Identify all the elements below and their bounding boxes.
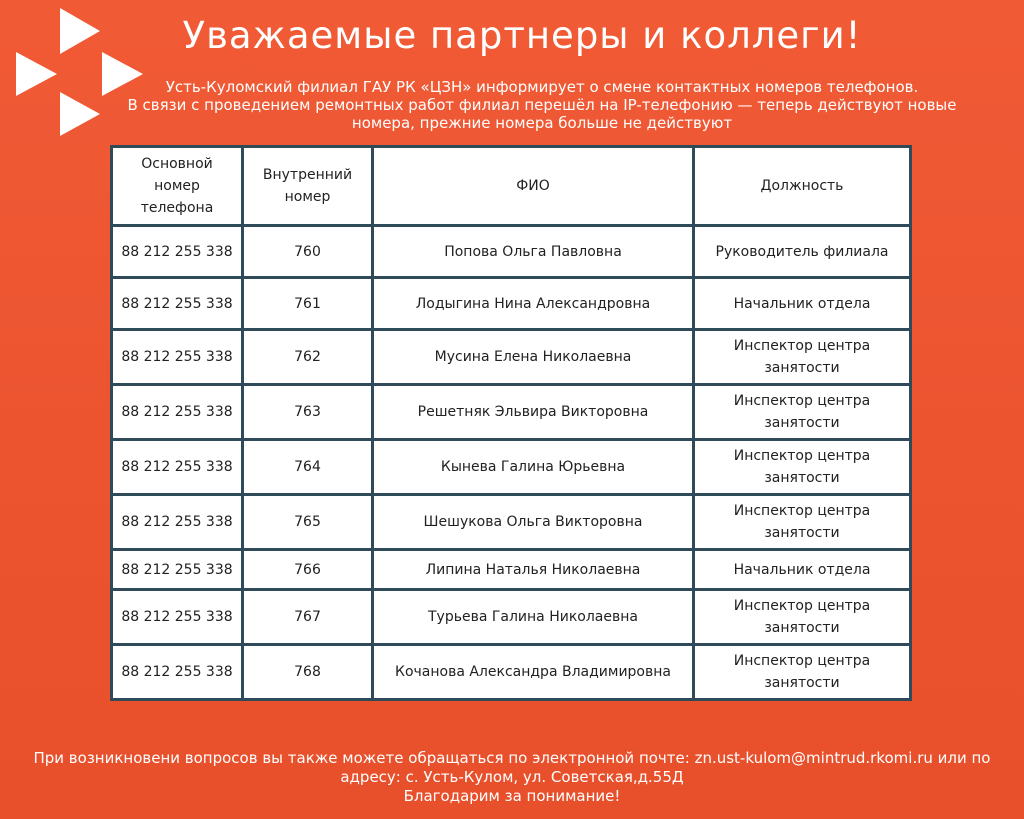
cell-name: Шешукова Ольга Викторовна <box>373 495 694 550</box>
cell-name: Кынева Галина Юрьевна <box>373 440 694 495</box>
cell-position: Инспектор центра занятости <box>694 495 911 550</box>
table-header-row <box>112 147 911 226</box>
column-header-ext: Внутренний номер <box>243 147 373 226</box>
page-title: Уважаемые партнеры и коллеги! <box>182 14 862 57</box>
footer-thanks-line: Благодарим за понимание! <box>403 787 621 805</box>
table-row <box>112 440 911 495</box>
cell-phone: 88 212 255 338 <box>112 550 243 590</box>
column-header-position: Должность <box>694 147 911 226</box>
cell-position: Инспектор центра занятости <box>694 590 911 645</box>
cell-name: Мусина Елена Николаевна <box>373 330 694 385</box>
cell-position: Инспектор центра занятости <box>694 385 911 440</box>
table-row <box>112 330 911 385</box>
intro-text <box>100 78 984 132</box>
table-row <box>112 385 911 440</box>
column-header-phone: Основной номер телефона <box>112 147 243 226</box>
cell-ext: 761 <box>243 278 373 330</box>
cell-phone: 88 212 255 338 <box>112 226 243 278</box>
cell-name: Турьева Галина Николаевна <box>373 590 694 645</box>
cell-ext: 764 <box>243 440 373 495</box>
table-row <box>112 550 911 590</box>
table-row <box>112 495 911 550</box>
cell-position: Начальник отдела <box>694 278 911 330</box>
table-row <box>112 278 911 330</box>
cell-phone: 88 212 255 338 <box>112 590 243 645</box>
cell-position: Инспектор центра занятости <box>694 440 911 495</box>
footer-contact-line: При возникновени вопросов вы также можете обращаться по электронной почте: zn.ust-kulom@mintrud.rkomi.ru или по адресу: с. Усть-Кулом, ул. Советская,д.55Д <box>33 749 991 786</box>
cell-ext: 767 <box>243 590 373 645</box>
cell-position: Руководитель филиала <box>694 226 911 278</box>
contacts-table <box>110 145 912 701</box>
cell-ext: 762 <box>243 330 373 385</box>
intro-line-2: В связи с проведением ремонтных работ филиал перешёл на IP-телефонию — теперь действуют новые номера, прежние номера больше не действуют <box>127 96 957 132</box>
cell-ext: 768 <box>243 645 373 700</box>
cell-name: Лодыгина Нина Александровна <box>373 278 694 330</box>
column-header-name: ФИО <box>373 147 694 226</box>
cell-ext: 766 <box>243 550 373 590</box>
cell-position: Инспектор центра занятости <box>694 330 911 385</box>
footer-text <box>0 749 1024 806</box>
cell-phone: 88 212 255 338 <box>112 278 243 330</box>
table-row <box>112 226 911 278</box>
table-row <box>112 645 911 700</box>
cell-position: Начальник отдела <box>694 550 911 590</box>
cell-position: Инспектор центра занятости <box>694 645 911 700</box>
cell-ext: 763 <box>243 385 373 440</box>
cell-name: Решетняк Эльвира Викторовна <box>373 385 694 440</box>
cell-name: Попова Ольга Павловна <box>373 226 694 278</box>
cell-name: Липина Наталья Николаевна <box>373 550 694 590</box>
cell-phone: 88 212 255 338 <box>112 440 243 495</box>
cell-phone: 88 212 255 338 <box>112 385 243 440</box>
cell-ext: 765 <box>243 495 373 550</box>
cell-ext: 760 <box>243 226 373 278</box>
table-row <box>112 590 911 645</box>
cell-phone: 88 212 255 338 <box>112 330 243 385</box>
cell-phone: 88 212 255 338 <box>112 495 243 550</box>
intro-line-1: Усть-Куломский филиал ГАУ РК «ЦЗН» информирует о смене контактных номеров телефонов. <box>165 78 919 96</box>
cell-name: Кочанова Александра Владимировна <box>373 645 694 700</box>
cell-phone: 88 212 255 338 <box>112 645 243 700</box>
